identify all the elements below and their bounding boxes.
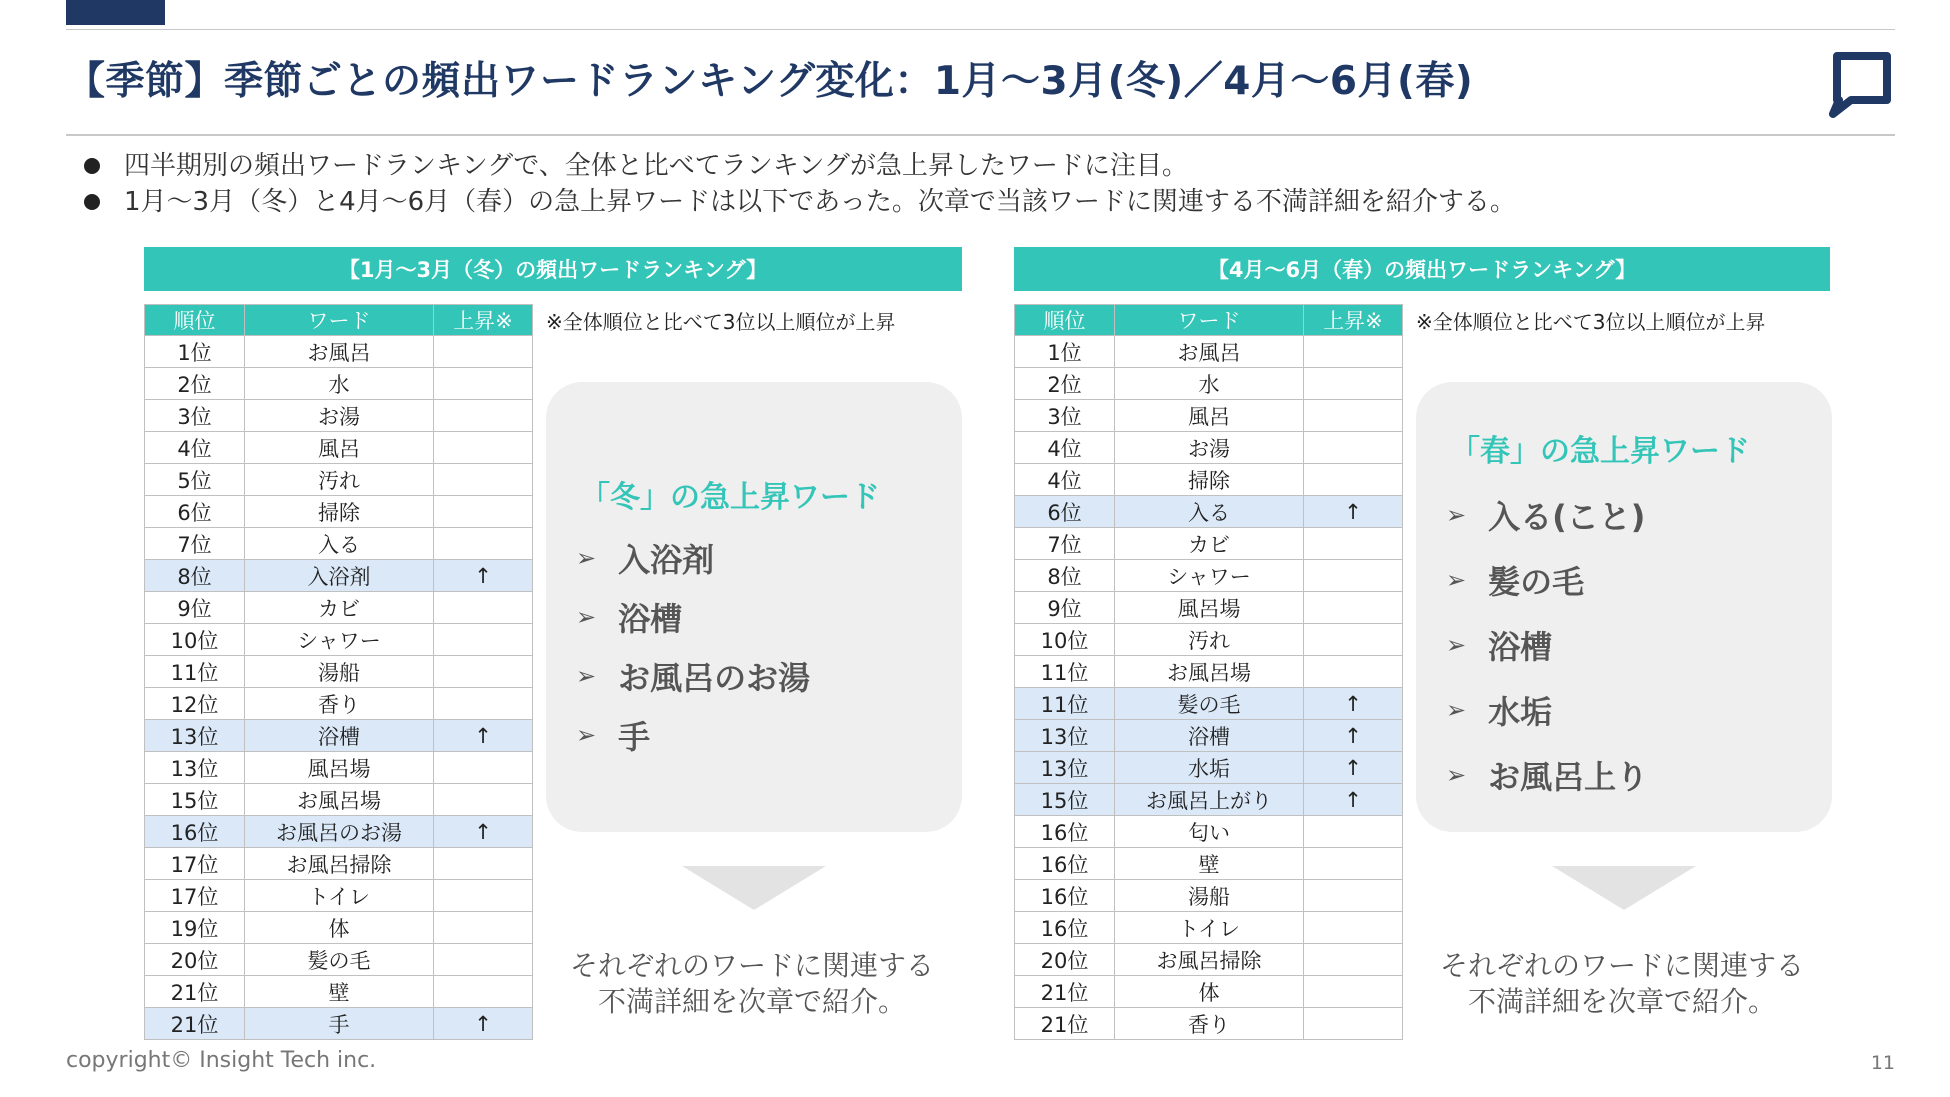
table-row — [145, 432, 533, 464]
table-row — [1015, 560, 1403, 592]
rank-cell: 21位 — [145, 976, 245, 1008]
rank-cell: 10位 — [145, 624, 245, 656]
rank-cell: 9位 — [1015, 592, 1115, 624]
top-divider — [66, 29, 1895, 30]
rank-cell: 7位 — [1015, 528, 1115, 560]
arrowhead-bullet-icon: ➢ — [576, 720, 597, 749]
word-cell: 匂い — [1115, 816, 1304, 848]
rank-cell: 16位 — [145, 816, 245, 848]
rank-cell: 4位 — [1015, 464, 1115, 496]
rank-cell: 11位 — [1015, 656, 1115, 688]
rank-cell: 16位 — [1015, 880, 1115, 912]
arrowhead-bullet-icon: ➢ — [1446, 760, 1467, 789]
spring-ranking-table — [1014, 304, 1403, 1040]
bullet-item — [84, 184, 1516, 220]
word-cell: カビ — [245, 592, 434, 624]
rise-cell — [1304, 368, 1403, 400]
rise-cell — [434, 752, 533, 784]
rank-cell: 16位 — [1015, 912, 1115, 944]
column-header-rise: 上昇※ — [1304, 305, 1403, 336]
word-cell: 壁 — [1115, 848, 1304, 880]
rising-word-text: 浴槽 — [618, 599, 683, 638]
word-cell: お風呂のお湯 — [245, 816, 434, 848]
rank-cell: 11位 — [145, 656, 245, 688]
arrowhead-bullet-icon: ➢ — [1446, 695, 1467, 724]
down-arrow-icon — [1552, 866, 1696, 910]
word-cell: 体 — [245, 912, 434, 944]
table-row — [1015, 944, 1403, 976]
rise-cell: ↑ — [434, 560, 533, 592]
rise-cell — [1304, 400, 1403, 432]
table-row — [1015, 464, 1403, 496]
table-row — [1015, 528, 1403, 560]
table-row — [1015, 496, 1403, 528]
table-row — [1015, 432, 1403, 464]
table-row — [145, 784, 533, 816]
rise-cell — [1304, 560, 1403, 592]
bullet-text: 1月～3月（冬）と4月～6月（春）の急上昇ワードは以下であった。次章で当該ワードに関連する不満詳細を紹介する。 — [124, 187, 1516, 217]
word-cell: 手 — [245, 1008, 434, 1040]
table-row — [1015, 880, 1403, 912]
rise-cell — [434, 624, 533, 656]
arrowhead-bullet-icon: ➢ — [576, 543, 597, 572]
table-row — [1015, 784, 1403, 816]
table-row — [145, 944, 533, 976]
rank-cell: 7位 — [145, 528, 245, 560]
rising-word-text: 入浴剤 — [618, 540, 715, 579]
table-row — [1015, 720, 1403, 752]
column-header-word: ワード — [245, 305, 434, 336]
word-cell: 浴槽 — [245, 720, 434, 752]
word-cell: シャワー — [1115, 560, 1304, 592]
rank-cell: 2位 — [1015, 368, 1115, 400]
table-row — [1015, 336, 1403, 368]
word-cell: 水 — [1115, 368, 1304, 400]
rise-cell — [1304, 912, 1403, 944]
rise-cell: ↑ — [1304, 720, 1403, 752]
title-divider — [66, 134, 1895, 136]
spring-rising-words-list — [1446, 482, 1648, 807]
rise-cell — [434, 656, 533, 688]
rising-word-text: 手 — [618, 717, 651, 756]
rise-cell — [1304, 592, 1403, 624]
table-row — [145, 560, 533, 592]
word-cell: お風呂場 — [245, 784, 434, 816]
word-cell: 入る — [1115, 496, 1304, 528]
word-cell: お風呂 — [1115, 336, 1304, 368]
winter-ranking-table — [144, 304, 533, 1040]
rise-cell — [1304, 336, 1403, 368]
winter-rising-words-list — [576, 528, 810, 764]
rise-cell — [1304, 656, 1403, 688]
word-cell: 風呂場 — [245, 752, 434, 784]
rise-cell — [434, 528, 533, 560]
table-row — [1015, 368, 1403, 400]
arrowhead-bullet-icon: ➢ — [1446, 630, 1467, 659]
rise-cell — [434, 368, 533, 400]
spring-table-note: ※全体順位と比べて3位以上順位が上昇 — [1416, 310, 1766, 334]
rank-cell: 16位 — [1015, 816, 1115, 848]
speech-bubble-logo-icon — [1827, 48, 1895, 118]
winter-table-note: ※全体順位と比べて3位以上順位が上昇 — [546, 310, 896, 334]
table-header-row — [1015, 305, 1403, 336]
rank-cell: 8位 — [145, 560, 245, 592]
table-row — [145, 400, 533, 432]
rank-cell: 4位 — [1015, 432, 1115, 464]
word-cell: トイレ — [245, 880, 434, 912]
rising-word-item — [1446, 677, 1648, 742]
rise-cell: ↑ — [434, 816, 533, 848]
arrowhead-bullet-icon: ➢ — [1446, 500, 1467, 529]
spring-panel-header: 【4月～6月（春）の頻出ワードランキング】 — [1014, 247, 1830, 291]
table-row — [145, 816, 533, 848]
rank-cell: 16位 — [1015, 848, 1115, 880]
word-cell: 湯船 — [245, 656, 434, 688]
word-cell: 壁 — [245, 976, 434, 1008]
winter-rising-words-card — [546, 382, 962, 832]
word-cell: カビ — [1115, 528, 1304, 560]
rising-word-item — [576, 587, 810, 646]
rising-word-item — [576, 705, 810, 764]
table-row — [1015, 976, 1403, 1008]
word-cell: 汚れ — [1115, 624, 1304, 656]
word-cell: お湯 — [1115, 432, 1304, 464]
rise-cell — [434, 688, 533, 720]
rank-cell: 15位 — [145, 784, 245, 816]
rising-word-text: 水垢 — [1488, 692, 1553, 731]
rank-cell: 8位 — [1015, 560, 1115, 592]
table-row — [1015, 592, 1403, 624]
arrowhead-bullet-icon: ➢ — [1446, 565, 1467, 594]
top-accent-block — [66, 0, 165, 25]
table-row — [145, 752, 533, 784]
table-row — [145, 368, 533, 400]
column-header-word: ワード — [1115, 305, 1304, 336]
table-row — [145, 976, 533, 1008]
rise-cell — [434, 496, 533, 528]
rise-cell — [434, 432, 533, 464]
footer-line: それぞれのワードに関連する — [569, 949, 934, 982]
column-header-rise: 上昇※ — [434, 305, 533, 336]
word-cell: 掃除 — [245, 496, 434, 528]
spring-footer-note — [1392, 948, 1852, 1020]
table-row — [1015, 624, 1403, 656]
rise-cell — [434, 880, 533, 912]
rank-cell: 21位 — [1015, 1008, 1115, 1040]
table-row — [145, 464, 533, 496]
word-cell: 髪の毛 — [1115, 688, 1304, 720]
rising-word-item — [1446, 742, 1648, 807]
rank-cell: 2位 — [145, 368, 245, 400]
rise-cell — [1304, 976, 1403, 1008]
word-cell: 香り — [245, 688, 434, 720]
table-row — [145, 496, 533, 528]
word-cell: お湯 — [245, 400, 434, 432]
rise-cell: ↑ — [1304, 688, 1403, 720]
footer-line: 不満詳細を次章で紹介。 — [597, 985, 906, 1018]
rank-cell: 21位 — [145, 1008, 245, 1040]
rising-word-text: お風呂上り — [1488, 757, 1649, 796]
rising-word-text: 浴槽 — [1488, 627, 1553, 666]
table-row — [1015, 1008, 1403, 1040]
spring-card-title: 「春」の急上昇ワード — [1450, 434, 1750, 469]
rank-cell: 1位 — [1015, 336, 1115, 368]
word-cell: 入る — [245, 528, 434, 560]
rise-cell — [434, 592, 533, 624]
table-header-row — [145, 305, 533, 336]
rank-cell: 3位 — [1015, 400, 1115, 432]
bullet-item — [84, 148, 1516, 184]
rank-cell: 3位 — [145, 400, 245, 432]
rise-cell — [434, 848, 533, 880]
table-row — [1015, 816, 1403, 848]
rank-cell: 9位 — [145, 592, 245, 624]
rank-cell: 13位 — [145, 752, 245, 784]
rank-cell: 21位 — [1015, 976, 1115, 1008]
table-row — [145, 688, 533, 720]
rank-cell: 20位 — [145, 944, 245, 976]
word-cell: 掃除 — [1115, 464, 1304, 496]
page-number: 11 — [1870, 1052, 1895, 1074]
footer-line: それぞれのワードに関連する — [1439, 949, 1804, 982]
footer-line: 不満詳細を次章で紹介。 — [1467, 985, 1776, 1018]
word-cell: お風呂掃除 — [1115, 944, 1304, 976]
rising-word-text: 髪の毛 — [1488, 562, 1585, 601]
spring-rising-words-card — [1416, 382, 1832, 832]
rank-cell: 15位 — [1015, 784, 1115, 816]
rise-cell: ↑ — [1304, 752, 1403, 784]
winter-panel-header: 【1月～3月（冬）の頻出ワードランキング】 — [144, 247, 962, 291]
bullet-list — [84, 148, 1516, 220]
rise-cell — [434, 784, 533, 816]
rank-cell: 13位 — [1015, 752, 1115, 784]
rank-cell: 17位 — [145, 880, 245, 912]
rise-cell: ↑ — [1304, 496, 1403, 528]
rise-cell — [1304, 880, 1403, 912]
rank-cell: 13位 — [1015, 720, 1115, 752]
word-cell: 風呂 — [1115, 400, 1304, 432]
column-header-rank: 順位 — [145, 305, 245, 336]
word-cell: お風呂場 — [1115, 656, 1304, 688]
word-cell: 風呂場 — [1115, 592, 1304, 624]
bullet-text: 四半期別の頻出ワードランキングで、全体と比べてランキングが急上昇したワードに注目。 — [124, 151, 1188, 181]
rise-cell: ↑ — [434, 720, 533, 752]
word-cell: 汚れ — [245, 464, 434, 496]
rise-cell: ↑ — [434, 1008, 533, 1040]
rise-cell — [1304, 464, 1403, 496]
arrowhead-bullet-icon: ➢ — [576, 661, 597, 690]
winter-card-title: 「冬」の急上昇ワード — [580, 480, 880, 515]
word-cell: 香り — [1115, 1008, 1304, 1040]
rank-cell: 11位 — [1015, 688, 1115, 720]
table-row — [145, 720, 533, 752]
word-cell: 水垢 — [1115, 752, 1304, 784]
table-row — [1015, 912, 1403, 944]
rise-cell — [434, 912, 533, 944]
word-cell: 髪の毛 — [245, 944, 434, 976]
table-row — [145, 880, 533, 912]
word-cell: お風呂掃除 — [245, 848, 434, 880]
table-row — [1015, 656, 1403, 688]
rise-cell — [434, 976, 533, 1008]
rank-cell: 17位 — [145, 848, 245, 880]
word-cell: 入浴剤 — [245, 560, 434, 592]
rise-cell — [1304, 432, 1403, 464]
rise-cell — [1304, 944, 1403, 976]
table-row — [145, 592, 533, 624]
rise-cell — [434, 944, 533, 976]
rising-word-text: 入る(こと) — [1488, 497, 1646, 536]
word-cell: 風呂 — [245, 432, 434, 464]
rising-word-item — [576, 528, 810, 587]
rising-word-item — [576, 646, 810, 705]
word-cell: お風呂 — [245, 336, 434, 368]
rise-cell: ↑ — [1304, 784, 1403, 816]
bullet-dot-icon — [84, 158, 100, 174]
table-row — [1015, 688, 1403, 720]
rank-cell: 4位 — [145, 432, 245, 464]
table-row — [145, 336, 533, 368]
rising-word-item — [1446, 482, 1648, 547]
rise-cell — [1304, 1008, 1403, 1040]
table-row — [1015, 752, 1403, 784]
rise-cell — [1304, 816, 1403, 848]
rise-cell — [1304, 848, 1403, 880]
rank-cell: 10位 — [1015, 624, 1115, 656]
down-arrow-icon — [682, 866, 826, 910]
word-cell: 浴槽 — [1115, 720, 1304, 752]
table-row — [145, 912, 533, 944]
copyright-text: copyright© Insight Tech inc. — [66, 1048, 377, 1073]
rise-cell — [434, 464, 533, 496]
rise-cell — [1304, 624, 1403, 656]
table-row — [145, 528, 533, 560]
rank-cell: 19位 — [145, 912, 245, 944]
bullet-dot-icon — [84, 194, 100, 210]
word-cell: 湯船 — [1115, 880, 1304, 912]
rank-cell: 6位 — [1015, 496, 1115, 528]
rank-cell: 6位 — [145, 496, 245, 528]
rank-cell: 1位 — [145, 336, 245, 368]
table-row — [145, 848, 533, 880]
table-row — [145, 624, 533, 656]
word-cell: 体 — [1115, 976, 1304, 1008]
winter-footer-note — [522, 948, 982, 1020]
rank-cell: 20位 — [1015, 944, 1115, 976]
word-cell: 水 — [245, 368, 434, 400]
column-header-rank: 順位 — [1015, 305, 1115, 336]
rising-word-text: お風呂のお湯 — [618, 658, 811, 697]
word-cell: シャワー — [245, 624, 434, 656]
rising-word-item — [1446, 612, 1648, 677]
table-row — [1015, 848, 1403, 880]
arrowhead-bullet-icon: ➢ — [576, 602, 597, 631]
table-row — [145, 1008, 533, 1040]
rise-cell — [434, 400, 533, 432]
rise-cell — [434, 336, 533, 368]
word-cell: トイレ — [1115, 912, 1304, 944]
rank-cell: 13位 — [145, 720, 245, 752]
rank-cell: 5位 — [145, 464, 245, 496]
word-cell: お風呂上がり — [1115, 784, 1304, 816]
table-row — [1015, 400, 1403, 432]
rank-cell: 12位 — [145, 688, 245, 720]
rise-cell — [1304, 528, 1403, 560]
table-row — [145, 656, 533, 688]
page-title: 【季節】季節ごとの頻出ワードランキング変化：1月～3月(冬)／4月～6月(春) — [66, 59, 1474, 104]
rising-word-item — [1446, 547, 1648, 612]
